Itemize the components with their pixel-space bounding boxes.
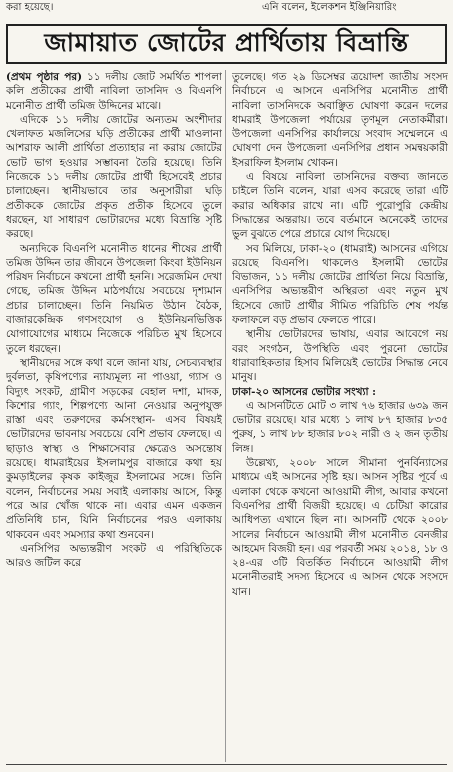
previous-column-text: করা হয়েছে। <box>6 2 54 13</box>
paragraph: এ আসনটিতে মোট ৩ লাখ ৭৬ হাজার ৬৩৯ জন ভোটার রয়েছে। যার মধ্যে ১ লাখ ৮৭ হাজার ৮৩৫ পুরুষ, ১ লাখ ৮৮ হাজার ৮০২ নারী ও ২ জন তৃতীয় লিঙ্গ। <box>232 399 448 455</box>
paragraph: অন্যদিকে বিএনপি মনোনীত ধানের শীষের প্রার্থী তমিজ উদ্দিন তার জীবনে উপজেলা কিংবা ইউনিয়ন পরিষদ নির্বাচনে কখনো প্রার্থী হননি। সরেজমিন দেখা গেছে, তমিজ উদ্দিন মাঠপর্যায়ে সবচেয়ে দৃশ্যমান প্রচার চালাচ্ছেন। তিনি নিয়মিত উঠান বৈঠক, বাজারকেন্দ্রিক গণসংযোগ ও ইউনিয়নভিত্তিক যোগাযোগের মাধ্যমে নিজেকে পরিচিত মুখ হিসেবে তুলে ধরছেন। <box>6 242 222 355</box>
bottom-rule <box>6 764 447 765</box>
paragraph: এ বিষয়ে নাবিলা তাসনিদের বক্তব্য জানতে চাইলে তিনি বলেন, যারা এসব করেছে তারা এটি করার অধিকার রাখে না। এটি পুরোপুরি কেন্দ্রীয় সিদ্ধান্তের অন্তরায়। তবে বর্তমানে অনেকেই তাদের ভুল বুঝতে পেরে প্রচারে যোগ দিয়েছে। <box>232 171 448 241</box>
paragraph: উল্লেখ্য, ২০০৮ সালে সীমানা পুনর্বিন্যাসের মাধ্যমে এই আসনের সৃষ্টি হয়। আসন সৃষ্টির পূর্বে এ এলাকা থেকে কখনো আওয়ামী লীগ, আবার কখনো বিএনপির প্রার্থী বিজয়ী হয়েছে। এ চেটিয়া কারোর আধিপত্য এখানে ছিল না। আসনটি থেকে ২০০৮ সালের নির্বাচনে আওয়ামী লীগ মনোনীত বেনজীর আহমেদ বিজয়ী হন। এর পরবর্তী সময় ২০১৪, ১৮ ও ২৪-এর ৩টি বিতর্কিত নির্বাচনে আওয়ামী লীগ মনোনীতরাই সদস্য হিসেবে এ আসন থেকে সংসদে যান। <box>232 457 448 598</box>
paragraph <box>6 70 222 113</box>
article-column-left <box>6 70 222 762</box>
article-column-right <box>232 70 448 762</box>
continued-marker: (প্রথম পৃষ্ঠার পর) <box>6 71 82 83</box>
column-divider <box>225 70 226 762</box>
previous-column-text-right: এনি বলেন, ইলেকশন ইঞ্জিনিয়ারিং <box>262 2 397 13</box>
previous-article-tail <box>0 0 453 18</box>
paragraph: স্থানীয় ভোটারদের ভাষায়, এবার আবেগে নয় বরং সংগঠন, উপস্থিতি এবং পুরনো ভোটের ধারাবাহিকতার হিসাব মিলিয়েই ভোটের সিদ্ধান্ত নেবে মানুষ। <box>232 328 448 384</box>
section-subheading: ঢাকা-২০ আসনের ভোটার সংখ্যা : <box>232 385 376 398</box>
paragraph-text: ১১ দলীয় জোট সমর্থিত শাপলা কলি প্রতীকের প্রার্থী নাবিলা তাসনিদ ও বিএনপি মনোনীত প্রার্থী তমিজ উদ্দিনের মাঝে। <box>6 71 222 112</box>
paragraph: এনসিপির অভ্যন্তরীণ সংকট এ পরিস্থিতিকে আরও জটিল করে <box>6 542 222 570</box>
paragraph: তুলেছে। গত ২৯ ডিসেম্বর ত্রয়োদশ জাতীয় সংসদ নির্বাচনে এ আসনে এনসিপির মনোনীত প্রার্থী নাবিলা তাসনিদকে অবাঞ্ছিত ঘোষণা করেন দলের ধামরাই উপজেলা পর্যায়ের তৃণমূল নেতাকর্মীরা। উপজেলা এনসিপির কার্যালয়ে সংবাদ সম্মেলনে এ ঘোষণা দেন উপজেলা এনসিপির প্রধান সমন্বয়কারী ইসরাফিল ইসলাম খোকন। <box>232 71 448 169</box>
article-headline: জামায়াত জোটের প্রার্থিতায় বিভ্রান্তি <box>6 24 447 64</box>
paragraph: এদিকে ১১ দলীয় জোটের অন্যতম অংশীদার খেলাফত মজলিসের ঘড়ি প্রতীকের প্রার্থী মাওলানা আশরাফ আলী প্রার্থিতা প্রত্যাহার না করায় জোটের ভোট ভাগ হওয়ার সম্ভাবনা তৈরি হয়েছে। তিনি নিজেকে ১১ দলীয় জোটের প্রার্থী হিসেবেই প্রচার চালাচ্ছেন। স্থানীয়ভাবে তার অনুসারীরা ঘড়ি প্রতীককে জোটের প্রকৃত প্রতীক হিসেবে তুলে ধরছেন, যা সাধারণ ভোটারদের মধ্যে বিভ্রান্তি সৃষ্টি করছে। <box>6 113 222 241</box>
paragraph: সব মিলিয়ে, ঢাকা-২০ (ধামরাই) আসনের এগিয়ে রয়েছে বিএনপি। থাকলেও ইসলামী ভোটের বিভাজন, ১১ দলীয় জোটের প্রার্থিতা নিয়ে বিভ্রান্তি, এনসিপির অভ্যন্তরীণ অস্থিরতা এবং নতুন মুখ হিসেবে জোট প্রার্থীর সীমিত পরিচিতি শেষ পর্যন্ত ফলাফলে বড় প্রভাব ফেলতে পারে। <box>232 242 448 327</box>
paragraph: স্থানীয়দের সঙ্গে কথা বলে জানা যায়, সেচব্যবস্থার দুর্বলতা, কৃষিপণ্যের ন্যায্যমূল্য না পাওয়া, গ্যাস ও বিদ্যুৎ সংকট, গ্রামীণ সড়কের বেহাল দশা, মাদক, কিশোর গ্যাং, শিল্পপণ্যে আনা নেওয়ার অনুপযুক্ত রাস্তা এবং তরুণদের কর্মসংস্থান- এসব বিষয়ই ভোটারদের ভাবনায় সবচেয়ে বেশি প্রভাব ফেলছে। এ ছাড়াও স্বাস্থ্য ও শিক্ষাসেবার ক্ষেত্রেও অসন্তোষ রয়েছে। ধামরাইয়ের ইসলামপুর বাজারে কথা হয় কুমড়াইলের কৃষক কাইজুর ইসলামের সঙ্গে। তিনি বলেন, নির্বাচনের সময় সবাই এলাকায় আসে, কিন্তু পরে আর খোঁজ থাকে না। এবার এমন একজন প্রতিনিধি চান, যিনি নির্বাচনের পরও এলাকায় থাকবেন এবং সমস্যার কথা শুনবেন। <box>6 356 222 541</box>
